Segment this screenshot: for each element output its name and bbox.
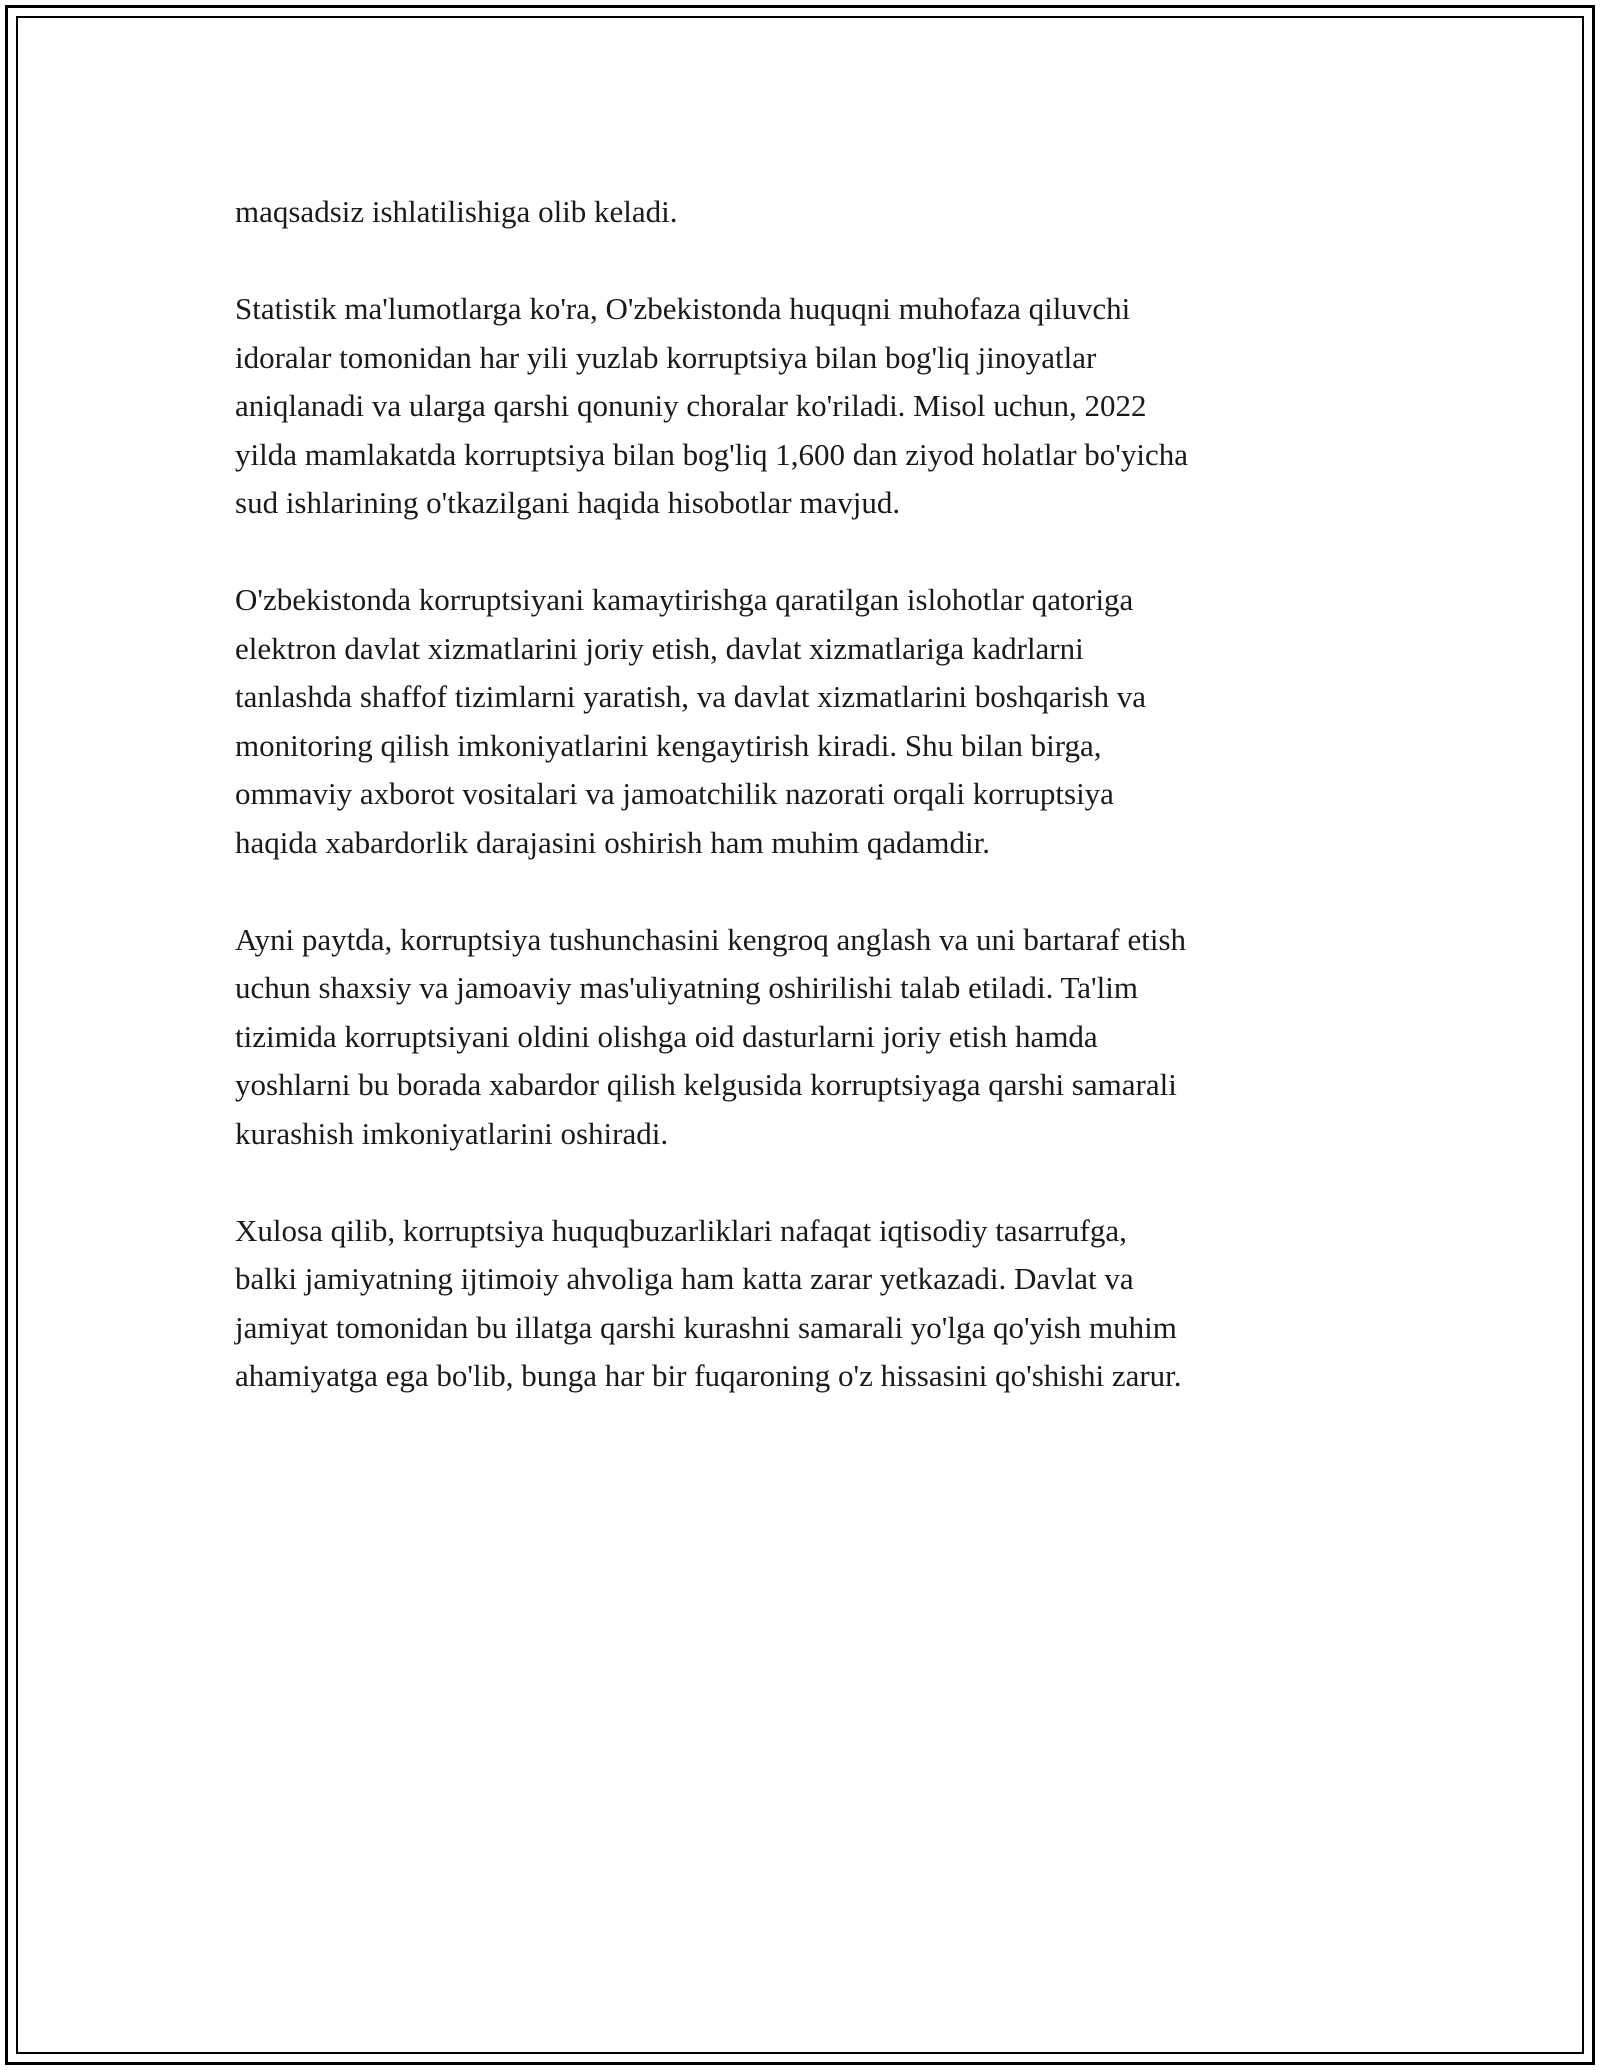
paragraph-line: tizimida korruptsiyani oldini olishga oid dasturlarni joriy etish hamda [235,1018,1098,1054]
paragraph-line: aniqlanadi va ularga qarshi qonuniy choralar ko'riladi. Misol uchun, 2022 [235,388,1147,423]
paragraph-line: maqsadsiz ishlatilishiga olib keladi. [235,194,678,229]
paragraph-line: uchun shaxsiy va jamoaviy mas'uliyatning oshirilishi talab etiladi. Ta'lim [235,970,1138,1005]
paragraph-line: ommaviy axborot vositalari va jamoatchilik nazorati orqali korruptsiya [235,776,1114,811]
paragraph-3 [235,576,1375,867]
paragraph-line: O'zbekistonda korruptsiyani kamaytirishga qaratilgan islohotlar qatoriga [235,582,1134,617]
paragraph-1 [235,188,1375,237]
paragraph-line: Xulosa qilib, korruptsiya huquqbuzarliklari nafaqat iqtisodiy tasarrufga, [235,1212,1127,1248]
paragraph-line: yoshlarni bu borada xabardor qilish kelgusida korruptsiyaga qarshi samarali [235,1067,1177,1102]
paragraph-5 [235,1207,1375,1401]
paragraph-2 [235,285,1375,528]
paragraph-line: idoralar tomonidan har yili yuzlab korruptsiya bilan bog'liq jinoyatlar [235,339,1097,375]
paragraph-line: elektron davlat xizmatlarini joriy etish, davlat xizmatlariga kadrlarni [235,630,1084,666]
paragraph-line: Statistik ma'lumotlarga ko'ra, O'zbekistonda huquqni muhofaza qiluvchi [235,291,1131,326]
paragraph-line: balki jamiyatning ijtimoiy ahvoliga ham katta zarar yetkazadi. Davlat va [235,1261,1134,1296]
paragraph-line: yilda mamlakatda korruptsiya bilan bog'liq 1,600 dan ziyod holatlar bo'yicha [235,436,1188,472]
paragraph-line: monitoring qilish imkoniyatlarini kengaytirish kiradi. Shu bilan birga, [235,727,1102,763]
paragraph-4 [235,916,1375,1159]
paragraph-line: sud ishlarining o'tkazilgani haqida hisobotlar mavjud. [235,485,901,520]
paragraph-line: haqida xabardorlik darajasini oshirish ham muhim qadamdir. [235,824,991,860]
paragraph-line: jamiyat tomonidan bu illatga qarshi kurashni samarali yo'lga qo'yish muhim [235,1309,1177,1345]
paragraph-line: Ayni paytda, korruptsiya tushunchasini kengroq anglash va uni bartaraf etish [235,921,1187,957]
paragraph-line: tanlashda shaffof tizimlarni yaratish, va davlat xizmatlarini boshqarish va [235,679,1147,714]
document-body [235,188,1375,1449]
paragraph-line: ahamiyatga ega bo'lib, bunga har bir fuqaroning o'z hissasini qo'shishi zarur. [235,1358,1182,1393]
paragraph-line: kurashish imkoniyatlarini oshiradi. [235,1115,669,1151]
